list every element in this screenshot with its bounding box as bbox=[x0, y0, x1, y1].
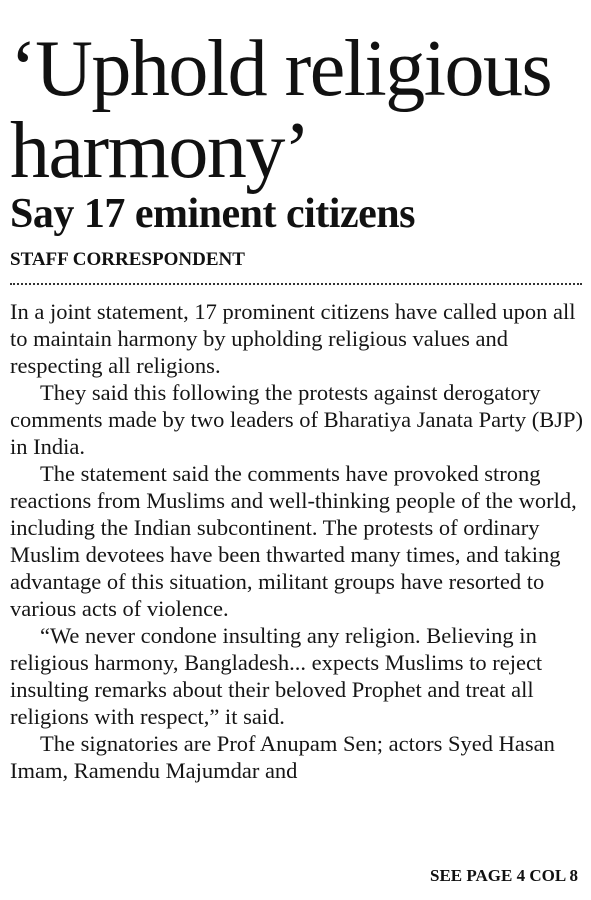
dotted-divider bbox=[10, 283, 582, 285]
paragraph-4: “We never condone insulting any religion. Believing in religious harmony, Bangladesh... expects Muslims to reject insulting remarks about their beloved Prophet and treat all religions with respect,” it said. bbox=[10, 623, 543, 729]
paragraph-1: In a joint statement, 17 prominent citizens have called upon all to maintain harmony by upholding religious values and respecting all religions. bbox=[10, 299, 576, 378]
paragraph-2: They said this following the protests against derogatory comments made by two leaders of Bharatiya Janata Party (BJP) in India. bbox=[10, 380, 583, 459]
headline: ‘Uphold religious harmony’ bbox=[10, 25, 552, 195]
article-body bbox=[10, 298, 584, 784]
byline: STAFF CORRESPONDENT bbox=[10, 249, 245, 270]
paragraph-3: The statement said the comments have provoked strong reactions from Muslims and well-thinking people of the world, including the Indian subcontinent. The protests of ordinary Muslim devotees have been thwarted many times, and taking advantage of this situation, militant groups have resorted to various acts of violence. bbox=[10, 461, 577, 621]
news-article bbox=[10, 0, 584, 900]
subheadline: Say 17 eminent citizens bbox=[10, 191, 415, 237]
continuation-link[interactable]: SEE PAGE 4 COL 8 bbox=[430, 866, 578, 885]
paragraph-5: The signatories are Prof Anupam Sen; actors Syed Hasan Imam, Ramendu Majumdar and bbox=[10, 731, 555, 783]
